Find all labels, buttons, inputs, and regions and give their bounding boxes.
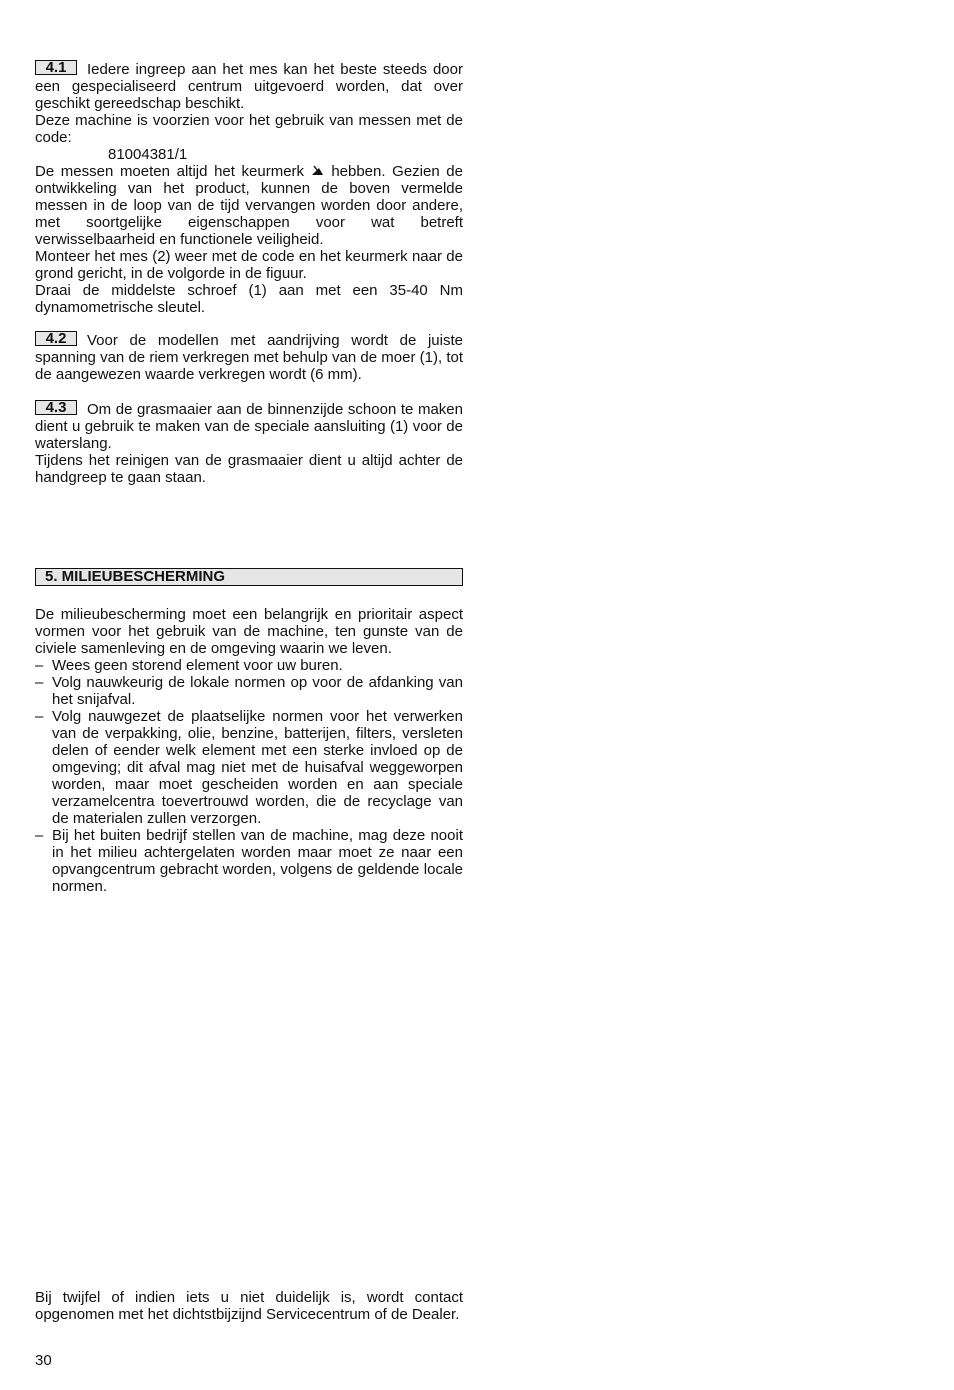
section-number-4-1: 4.1 xyxy=(35,60,77,75)
blade-code: 81004381/1 xyxy=(108,146,188,163)
section-4-3 xyxy=(35,400,463,486)
section-5-heading: 5. MILIEUBESCHERMING xyxy=(35,568,463,586)
section-4-2 xyxy=(35,331,463,383)
section-4-1-screw-text: Draai de middelste schroef (1) aan met een 35-40 Nm dynamometrische sleutel. xyxy=(35,282,463,316)
section-5-body xyxy=(35,606,463,895)
section-4-1-mark-text: De messen moeten altijd het keurmerk hebben. Gezien de ontwikkeling van het product, kunnen de boven vermelde messen in de loop van de tijd vervangen worden door andere, met soortgelijke eigenschappen voor wat betreft verwisselbaarheid en functionele veiligheid. xyxy=(35,163,463,248)
blade-mark-icon xyxy=(311,165,325,177)
footer-note-text: Bij twijfel of indien iets u niet duidelijk is, wordt contact opgenomen met het dichtstbijzijnd Servicecentrum of de Dealer. xyxy=(35,1289,463,1323)
section-4-1-code-text: Deze machine is voorzien voor het gebruik van messen met de code: xyxy=(35,112,463,146)
environment-list xyxy=(35,657,463,895)
page-number: 30 xyxy=(35,1352,52,1369)
section-4-1-intro: 4.1 Iedere ingreep aan het mes kan het beste steeds door een gespecialiseerd centrum uitgevoerd worden, dat over geschikt gereedschap beschikt. xyxy=(35,59,463,112)
list-item: – Volg nauwkeurig de lokale normen op voor de afdanking van het snijafval. xyxy=(35,674,463,708)
section-4-1 xyxy=(35,60,463,316)
list-item: – Wees geen storend element voor uw buren. xyxy=(35,657,343,674)
section-4-3-text: 4.3 Om de grasmaaier aan de binnenzijde schoon te maken dient u gebruik te maken van de speciale aansluiting (1) voor de waterslang. xyxy=(35,399,463,452)
section-5-intro: De milieubescherming moet een belangrijk en prioritair aspect vormen voor het gebruik van de machine, ten gunste van de civiele samenleving en de omgeving waarin we leven. xyxy=(35,606,463,657)
section-4-2-text: 4.2 Voor de modellen met aandrijving wordt de juiste spanning van de riem verkregen met behulp van de moer (1), tot de aangewezen waarde verkregen wordt (6 mm). xyxy=(35,330,463,383)
section-4-3-cleaning-text: Tijdens het reinigen van de grasmaaier dient u altijd achter de handgreep te gaan staan. xyxy=(35,452,463,486)
section-4-1-mount-text: Monteer het mes (2) weer met de code en het keurmerk naar de grond gericht, in de volgorde in de figuur. xyxy=(35,248,463,282)
footer-note xyxy=(35,1289,463,1323)
section-number-4-2: 4.2 xyxy=(35,331,77,346)
list-item: – Volg nauwgezet de plaatselijke normen voor het verwerken van de verpakking, olie, benzine, batterijen, filters, versleten delen of eender welk element met een sterke invloed op de omgeving; dit afval mag niet met de huisafval weggeworpen worden, maar moet gescheiden worden en aan speciale verzamelcentra toevertrouwd worden, die de recyclage van de materialen zullen verzorgen. xyxy=(35,708,463,827)
section-number-4-3: 4.3 xyxy=(35,400,77,415)
list-item: – Bij het buiten bedrijf stellen van de machine, mag deze nooit in het milieu achtergelaten worden maar moet ze naar een opvangcentrum gebracht worden, volgens de geldende locale normen. xyxy=(35,827,463,895)
